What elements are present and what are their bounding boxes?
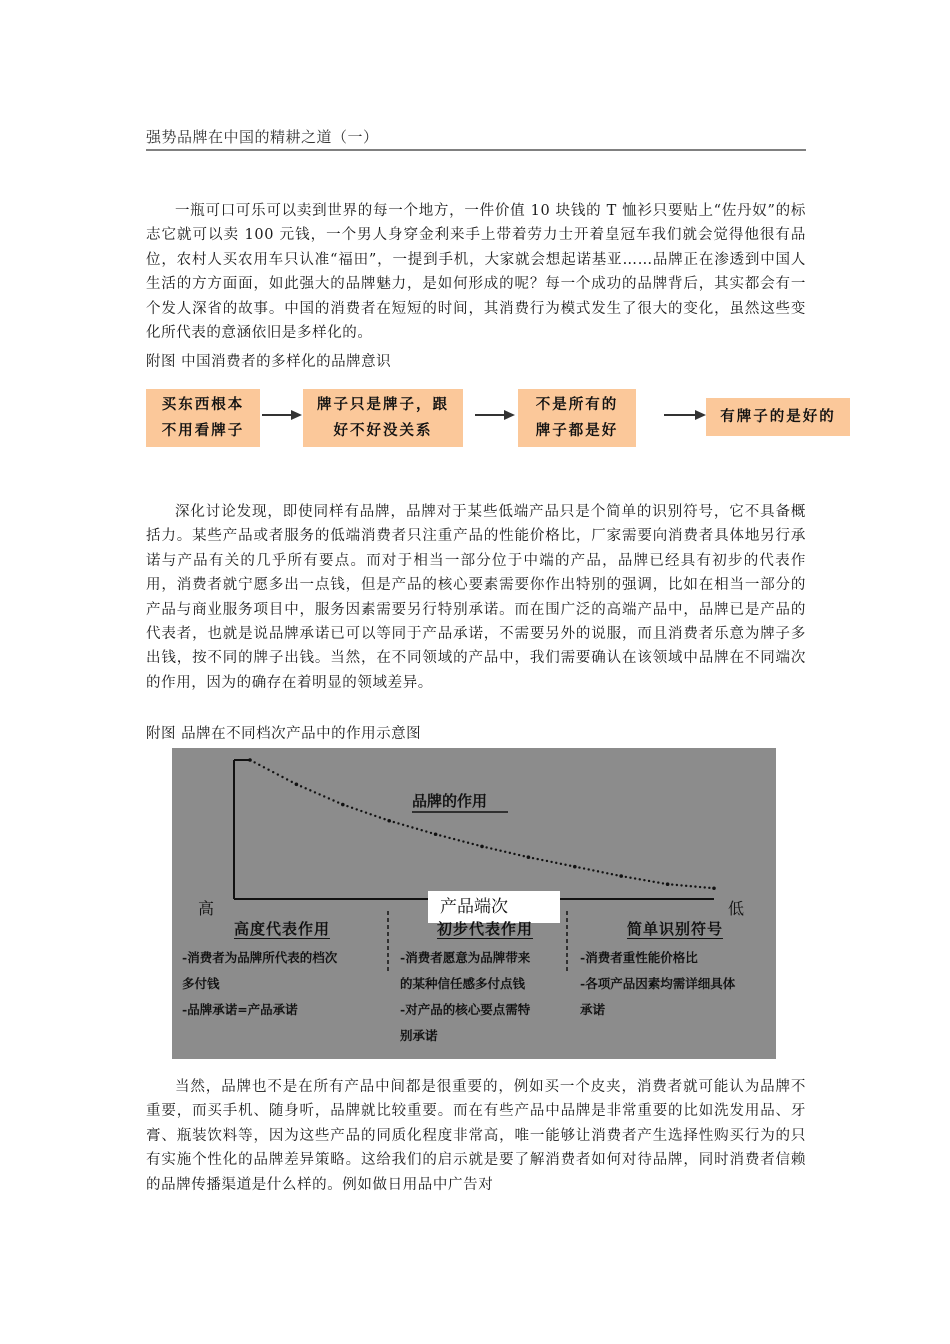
- paragraph-discussion: 深化讨论发现，即使同样有品牌，品牌对于某些低端产品只是个简单的识别符号，它不具备概括力。某些产品或者服务的低端消费者只注重产品的性能价格比，厂家需要向消费者具体地另行承诺与产品有关的几乎所有要点。而对于相当一部分位于中端的产品，品牌已经具有初步的代表作用，消费者就宁愿多出一点钱，但是产品的核心要素需要你作出特别的强调，比如在相当一部分的产品与商业服务项目中，服务因素需要另行特别承诺。而在围广泛的高端产品中，品牌已是产品的代表者，也就是说品牌承诺已可以等同于产品承诺，不需要另外的说服，而且消费者乐意为牌子多出钱，按不同的牌子出钱。当然，在不同领域的产品中，我们需要确认在该领域中品牌在不同端次的作用，因为的确存在着明显的领域差异。: [146, 504, 806, 691]
- curve-dot: [393, 821, 395, 823]
- curve-dot: [397, 822, 399, 824]
- curve-data-point: [573, 865, 577, 869]
- column-high-end-item: -消费者为品牌所代表的档次: [182, 950, 338, 965]
- curve-dot: [680, 884, 682, 886]
- curve-dot: [550, 861, 552, 863]
- curve-dot: [536, 858, 538, 860]
- curve-dot: [374, 815, 376, 817]
- curve-dot: [300, 785, 302, 787]
- curve-dot: [267, 769, 269, 771]
- curve-dot: [657, 881, 659, 883]
- column-high-end-title: 高度代表作用: [233, 920, 330, 938]
- curve-dot: [532, 857, 534, 859]
- curve-dot: [671, 883, 673, 885]
- page-header-title: 强势品牌在中国的精耕之道（一）: [146, 128, 379, 146]
- curve-label: 品牌的作用: [412, 792, 488, 810]
- curve-dot: [648, 880, 650, 882]
- curve-dot: [379, 816, 381, 818]
- curve-dot: [485, 846, 487, 848]
- curve-dot: [323, 795, 325, 797]
- flow-step-4: [706, 398, 850, 436]
- curve-dot: [476, 844, 478, 846]
- column-mid-range-item: -消费者愿意为品牌带来: [400, 950, 531, 965]
- curve-dot: [592, 869, 594, 871]
- curve-dot: [685, 885, 687, 887]
- curve-dot: [425, 830, 427, 832]
- curve-dot: [318, 793, 320, 795]
- curve-dot: [439, 834, 441, 836]
- curve-dot: [448, 837, 450, 839]
- curve-dot: [365, 811, 367, 813]
- header-rule: [146, 149, 806, 151]
- curve-dot: [332, 799, 334, 801]
- curve-data-point: [666, 882, 670, 886]
- curve-data-point: [434, 832, 438, 836]
- curve-dot: [601, 871, 603, 873]
- column-mid-range-item: -对产品的核心要点需特: [400, 1002, 531, 1017]
- curve-dot: [518, 854, 520, 856]
- curve-data-point: [295, 783, 299, 787]
- curve-dot: [286, 778, 288, 780]
- curve-dot: [402, 824, 404, 826]
- curve-dot: [569, 865, 571, 867]
- curve-dot: [541, 859, 543, 861]
- column-low-end-item: -消费者重性能价格比: [580, 950, 698, 965]
- paragraph-conclusion: 当然，品牌也不是在所有产品中间都是很重要的，例如买一个皮夹，消费者就可能认为品牌不重要，而买手机、随身听，品牌就比较重要。而在有些产品中品牌是非常重要的比如洗发用品、牙膏、瓶装饮料等，因为这些产品的同质化程度非常高，唯一能够让消费者产生选择性购买行为的只有实施个性化的品牌差异策略。这给我们的启示就是要了解消费者如何对待品牌，同时消费者信赖的品牌传播渠道是什么样的。例如做日用品中广告对: [146, 1079, 806, 1193]
- flow-step-2-line1: 牌子只是牌子，跟: [317, 396, 449, 413]
- curve-dot: [564, 864, 566, 866]
- curve-data-point: [248, 758, 252, 762]
- flow-step-3-line2: 牌子都是好: [535, 422, 619, 439]
- curve-dot: [444, 835, 446, 837]
- curve-dot: [472, 843, 474, 845]
- curve-dot: [662, 882, 664, 884]
- figure2-caption: 附图 品牌在不同档次产品中的作用示意图: [146, 726, 422, 742]
- curve-dot: [430, 832, 432, 834]
- product-level-label: 产品端次: [428, 891, 560, 923]
- flow-arrow-3: [664, 410, 706, 420]
- curve-dot: [263, 766, 265, 768]
- flow-arrow-2: [475, 410, 515, 420]
- column-low-end-item: 承诺: [580, 1002, 606, 1017]
- curve-dot: [407, 825, 409, 827]
- curve-dot: [560, 863, 562, 865]
- axis-low-label: 低: [728, 899, 745, 918]
- curve-dot: [495, 848, 497, 850]
- figure1-caption: 附图 中国消费者的多样化的品牌意识: [146, 354, 392, 370]
- flow-step-1-line2: 不用看牌子: [161, 422, 245, 439]
- curve-dot: [420, 829, 422, 831]
- curve-dot: [513, 853, 515, 855]
- column-mid-range: [400, 918, 570, 1049]
- flow-step-3-line1: 不是所有的: [535, 396, 619, 413]
- flow-step-2: [303, 389, 463, 447]
- curve-dot: [499, 850, 501, 852]
- column-mid-range-item: 的某种信任感多付点钱: [400, 976, 526, 991]
- curve-data-point: [341, 803, 345, 807]
- paragraph-intro: 一瓶可口可乐可以卖到世界的每一个地方，一件价值 10 块钱的 T 恤衫只要贴上“佐丹奴”的标志它就可以卖 100 元钱，一个男人身穿金利来手上带着劳力士开着皇冠车我们就会觉得他很有品位，农村人买农用车只认准“福田”，一提到手机，大家就会想起诺基亚……品牌正在渗透到中国人生活的方方面面，如此强大的品牌魅力，是如何形成的呢？每一个成功的品牌背后，其实都会有一个发人深省的故事。中国的消费者在短短的时间，其消费行为模式发生了很大的变化，虽然这些变化所代表的意涵依旧是多样化的。: [146, 203, 806, 342]
- curve-dot: [555, 862, 557, 864]
- curve-dot: [416, 828, 418, 830]
- curve-dot: [490, 847, 492, 849]
- curve-dot: [458, 839, 460, 841]
- column-high-end-item: -品牌承诺=产品承诺: [182, 1002, 298, 1017]
- curve-dot: [690, 885, 692, 887]
- curve-dot: [356, 808, 358, 810]
- column-mid-range-item: 别承诺: [400, 1028, 438, 1043]
- flow-step-3: [518, 389, 636, 447]
- curve-dot: [694, 885, 696, 887]
- flow-step-1-line1: 买东西根本: [161, 396, 245, 413]
- column-high-end-item: 多付钱: [182, 976, 220, 991]
- curve-dot: [509, 852, 511, 854]
- curve-dot: [277, 773, 279, 775]
- curve-dot: [611, 873, 613, 875]
- curve-dot: [639, 878, 641, 880]
- curve-dot: [253, 761, 255, 763]
- brand-role-curve: [248, 758, 716, 890]
- curve-dot: [546, 860, 548, 862]
- column-low-end-title: 简单识别符号: [626, 920, 723, 938]
- curve-dot: [629, 877, 631, 879]
- curve-dot: [383, 818, 385, 820]
- curve-dot: [337, 801, 339, 803]
- curve-dot: [588, 868, 590, 870]
- curve-data-point: [619, 874, 623, 878]
- curve-dot: [643, 879, 645, 881]
- curve-dot: [467, 842, 469, 844]
- curve-dot: [676, 884, 678, 886]
- column-high-end: [182, 918, 382, 1023]
- curve-dot: [699, 886, 701, 888]
- curve-dot: [523, 855, 525, 857]
- curve-dot: [258, 764, 260, 766]
- curve-dot: [578, 866, 580, 868]
- curve-dot: [304, 787, 306, 789]
- curve-dot: [625, 876, 627, 878]
- flow-step-2-line2: 好不好没关系: [333, 422, 433, 439]
- curve-dot: [411, 826, 413, 828]
- curve-dot: [583, 867, 585, 869]
- curve-dot: [504, 851, 506, 853]
- curve-dot: [369, 813, 371, 815]
- curve-dot: [708, 887, 710, 889]
- curve-dot: [272, 771, 274, 773]
- column-low-end-item: -各项产品因素均需详细具体: [580, 976, 736, 991]
- curve-data-point: [387, 819, 391, 823]
- flow-step-4-line1: 有牌子的是好的: [720, 408, 836, 425]
- curve-dot: [328, 797, 330, 799]
- curve-dot: [291, 781, 293, 783]
- curve-dot: [615, 874, 617, 876]
- curve-dot: [351, 807, 353, 809]
- curve-dot: [704, 886, 706, 888]
- curve-data-point: [712, 886, 716, 890]
- curve-data-point: [527, 855, 531, 859]
- flow-arrow-1: [262, 410, 302, 420]
- curve-dot: [314, 791, 316, 793]
- brand-role-chart: [172, 748, 776, 1059]
- curve-dot: [453, 838, 455, 840]
- curve-dot: [462, 840, 464, 842]
- column-low-end: [580, 918, 770, 1023]
- axis-high-label: 高: [198, 899, 215, 918]
- column-mid-range-title: 初步代表作用: [436, 920, 533, 938]
- curve-dot: [606, 872, 608, 874]
- curve-dot: [360, 810, 362, 812]
- curve-dot: [346, 805, 348, 807]
- flow-step-1: [146, 389, 260, 447]
- curve-data-point: [480, 845, 484, 849]
- curve-dot: [281, 776, 283, 778]
- curve-dot: [652, 881, 654, 883]
- curve-dot: [309, 789, 311, 791]
- curve-dot: [634, 877, 636, 879]
- curve-dot: [597, 870, 599, 872]
